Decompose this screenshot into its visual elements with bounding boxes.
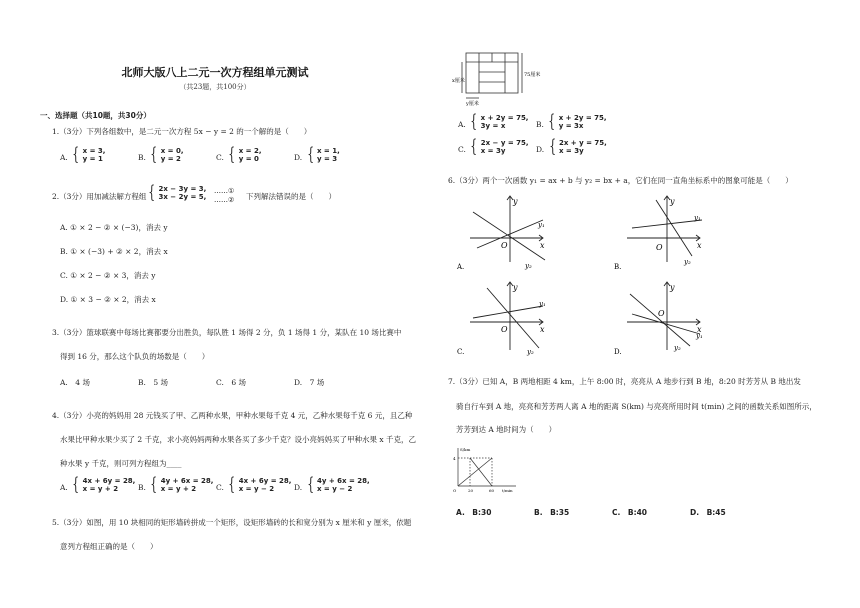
svg-text:y₂: y₂	[525, 262, 532, 270]
q6-stem: 6.（3分）两个一次函数 y₁ = ax + b 与 y₂ = bx + a，它们在同一直角坐标系中的图象可能是（ ）	[448, 176, 793, 185]
q2-option-b[interactable]: B. ① × (−3) + ② × 2，消去 x	[60, 247, 168, 256]
svg-text:y: y	[513, 197, 518, 206]
q6-graph-d[interactable]	[612, 276, 722, 356]
q5-line-2: 意列方程组正确的是（ ）	[60, 542, 158, 551]
q3-line-1: 3.（3分）篮球联赛中每场比赛都要分出胜负，每队胜 1 场得 2 分，负 1 场得 1 分，某队在 10 场比赛中	[52, 328, 402, 337]
q7-option-a[interactable]: A. B:30	[456, 508, 492, 517]
svg-text:x: x	[697, 241, 702, 250]
q7-option-d[interactable]: D. B:45	[690, 508, 726, 517]
q3-option-a[interactable]: A. 4 场	[60, 378, 90, 387]
svg-text:O: O	[453, 488, 457, 493]
svg-text:20: 20	[468, 488, 474, 493]
q4-option-b[interactable]: B. { 4y + 6x = 28, x = y + 2	[138, 474, 214, 495]
q5-label-x: x厘米	[452, 78, 465, 84]
q2-stem-post: 下列解法错误的是（ ）	[246, 192, 336, 201]
svg-text:S/km: S/km	[460, 447, 471, 452]
q2-option-c[interactable]: C. ① × 2 − ② × 3，消去 y	[60, 271, 156, 280]
q7-distance-time-graph	[452, 444, 522, 494]
q3-option-b[interactable]: B. 5 场	[138, 378, 169, 387]
svg-text:y₁: y₁	[538, 221, 545, 229]
q7-line-2: 骑自行车到 A 地，亮亮和芳芳两人离 A 地的距离 S(km) 与亮亮所用时间 t(min) 之间的函数关系如图所示，	[456, 402, 817, 411]
svg-text:y₂: y₂	[527, 348, 534, 356]
q7-option-c[interactable]: C. B:40	[612, 508, 648, 517]
q4-line-2: 水果比甲种水果少买了 2 千克，求小亮妈妈两种水果各买了多少千克？设小亮妈妈买了甲种水果 x 千克，乙	[60, 435, 417, 444]
q2-option-d[interactable]: D. ① × 3 − ② × 2，消去 x	[60, 295, 156, 304]
q3-option-c[interactable]: C. 6 场	[216, 378, 247, 387]
q4-option-a[interactable]: A. { 4x + 6y = 28, x = y + 2	[60, 474, 136, 495]
q5-label-y: y厘米	[466, 101, 479, 107]
q4-line-1: 4.（3分）小亮的妈妈用 28 元钱买了甲、乙两种水果，甲种水果每千克 4 元，乙种水果每千克 6 元，且乙种	[52, 411, 413, 420]
q7-line-1: 7.（3分）已知 A，B 两地相距 4 km，上午 8:00 时，亮亮从 A 地步行到 B 地，8:20 时芳芳从 B 地出发	[448, 377, 801, 386]
q2-equation-marks: ……① ……②	[214, 187, 235, 204]
q5-option-d[interactable]: D. { 2x + y = 75, x = 3y	[536, 136, 607, 157]
q1-stem: 1.（3分）下列各组数中，是二元一次方程 5x − y = 2 的一个解的是（ ）	[52, 127, 312, 136]
svg-text:O: O	[501, 325, 508, 334]
q5-label-75: 75厘米	[524, 72, 541, 78]
svg-text:O: O	[501, 241, 508, 250]
svg-text:y: y	[513, 283, 518, 292]
q7-line-3: 芳芳到达 A 地时间为（ ）	[456, 425, 557, 434]
section-heading: 一、选择题（共10题，共30分）	[40, 111, 151, 120]
q5-brick-figure	[452, 50, 542, 108]
svg-text:x: x	[697, 325, 702, 334]
svg-text:y₁: y₁	[696, 332, 703, 340]
q2-system: { 2x − 3y = 3, 3x − 2y = 5,	[148, 182, 207, 203]
q7-option-b[interactable]: B. B:35	[534, 508, 570, 517]
q5-line-1: 5.（3分）如图，用 10 块相同的矩形墙砖拼成一个矩形，设矩形墙砖的长和宽分别为 x 厘米和 y 厘米，依题	[52, 518, 412, 527]
svg-text:x: x	[540, 325, 545, 334]
q3-line-2: 得到 16 分，那么这个队负的场数是（ ）	[60, 352, 210, 361]
q4-option-c[interactable]: C. { 4x + 6y = 28, x = y − 2	[216, 474, 292, 495]
svg-text:O: O	[656, 243, 663, 252]
q6-graph-a[interactable]	[455, 190, 565, 270]
svg-text:y₁: y₁	[694, 214, 701, 222]
q2-stem-pre: 2.（3分）用加减法解方程组	[52, 192, 147, 201]
q3-option-d[interactable]: D. 7 场	[294, 378, 325, 387]
svg-text:O: O	[658, 309, 665, 318]
q4-option-d[interactable]: D. { 4y + 6x = 28, x = y − 2	[294, 474, 370, 495]
q6-label-c: C.	[457, 348, 465, 356]
q6-graph-c[interactable]	[455, 276, 565, 356]
q4-line-3: 种水果 y 千克，则可列方程组为____	[60, 459, 182, 468]
q1-option-c[interactable]: C. { x = 2, y = 0	[216, 144, 262, 165]
q6-graph-b[interactable]	[612, 190, 722, 270]
q1-option-d[interactable]: D. { x = 1, y = 3	[294, 144, 340, 165]
svg-text:4: 4	[453, 456, 456, 461]
q5-option-a[interactable]: A. { x + 2y = 75, 3y = x	[458, 111, 529, 132]
q1-option-a[interactable]: A. { x = 3, y = 1	[60, 144, 106, 165]
svg-text:y: y	[670, 283, 675, 292]
page-subtitle: （共23题，共100分）	[179, 83, 251, 91]
q2-option-a[interactable]: A. ① × 2 − ② × (−3)，消去 y	[60, 223, 168, 232]
svg-text:x: x	[540, 241, 545, 250]
q5-option-b[interactable]: B. { x + 2y = 75, y = 3x	[536, 111, 607, 132]
q6-label-a: A.	[457, 263, 465, 270]
q6-label-d: D.	[614, 348, 622, 356]
page-title: 北师大版八上二元一次方程组单元测试	[121, 66, 309, 79]
q1-option-b[interactable]: B. { x = 0, y = 2	[138, 144, 184, 165]
q5-option-c[interactable]: C. { 2x − y = 75, x = 3y	[458, 136, 529, 157]
svg-text:60: 60	[489, 488, 495, 493]
q6-label-b: B.	[614, 263, 622, 270]
svg-text:y₁: y₁	[539, 300, 546, 308]
svg-text:y₂: y₂	[684, 258, 691, 266]
svg-text:t/min: t/min	[502, 488, 513, 493]
svg-text:y: y	[670, 197, 675, 206]
svg-text:y₂: y₂	[674, 344, 681, 352]
